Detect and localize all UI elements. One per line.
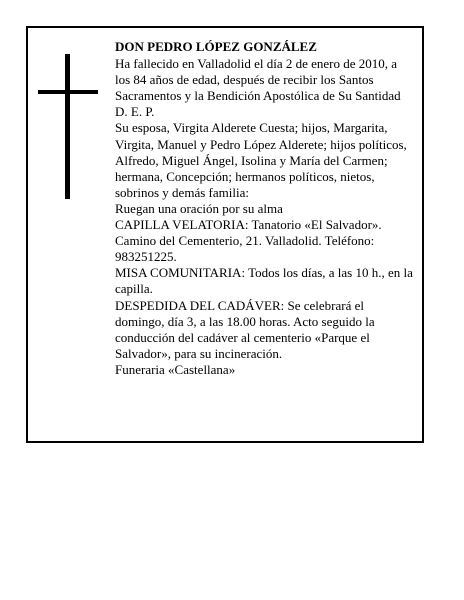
family-list: Su esposa, Virgita Alderete Cuesta; hijos, Margarita, Virgita, Manuel y Pedro López Alderete; hijos políticos, Alfredo, Miguel Ángel, Isolina y María del Carmen; hermana, Concepción; hermanos políticos, nietos, sobrinos y demás familia: xyxy=(115,120,407,200)
prayer-request: Ruegan una oración por su alma xyxy=(115,200,283,216)
obituary-notice xyxy=(26,26,424,443)
funeral-home: Funeraria «Castellana» xyxy=(115,361,236,377)
mass-info: MISA COMUNITARIA: Todos los días, a las 10 h., en la capilla. xyxy=(115,265,413,297)
cross-vertical-bar xyxy=(65,54,70,199)
cross-icon xyxy=(38,54,98,199)
obituary-text xyxy=(115,39,415,378)
death-announcement: Ha fallecido en Valladolid el día 2 de enero de 2010, a los 84 años de edad, después de recibir los Santos Sacramentos y la Bendición Apostólica de Su Santidad xyxy=(115,56,401,104)
deceased-name: DON PEDRO LÓPEZ GONZÁLEZ xyxy=(115,39,317,54)
farewell-info: DESPEDIDA DEL CADÁVER: Se celebrará el domingo, día 3, a las 18.00 horas. Acto seguido la conducción del cadáver al cementerio «Parque el Salvador», para su incineración. xyxy=(115,297,375,361)
chapel-info: CAPILLA VELATORIA: Tanatorio «El Salvador». Camino del Cementerio, 21. Valladolid. Teléfono: 983251225. xyxy=(115,217,382,265)
cross-horizontal-bar xyxy=(38,90,98,94)
rest-in-peace: D. E. P. xyxy=(115,104,155,120)
